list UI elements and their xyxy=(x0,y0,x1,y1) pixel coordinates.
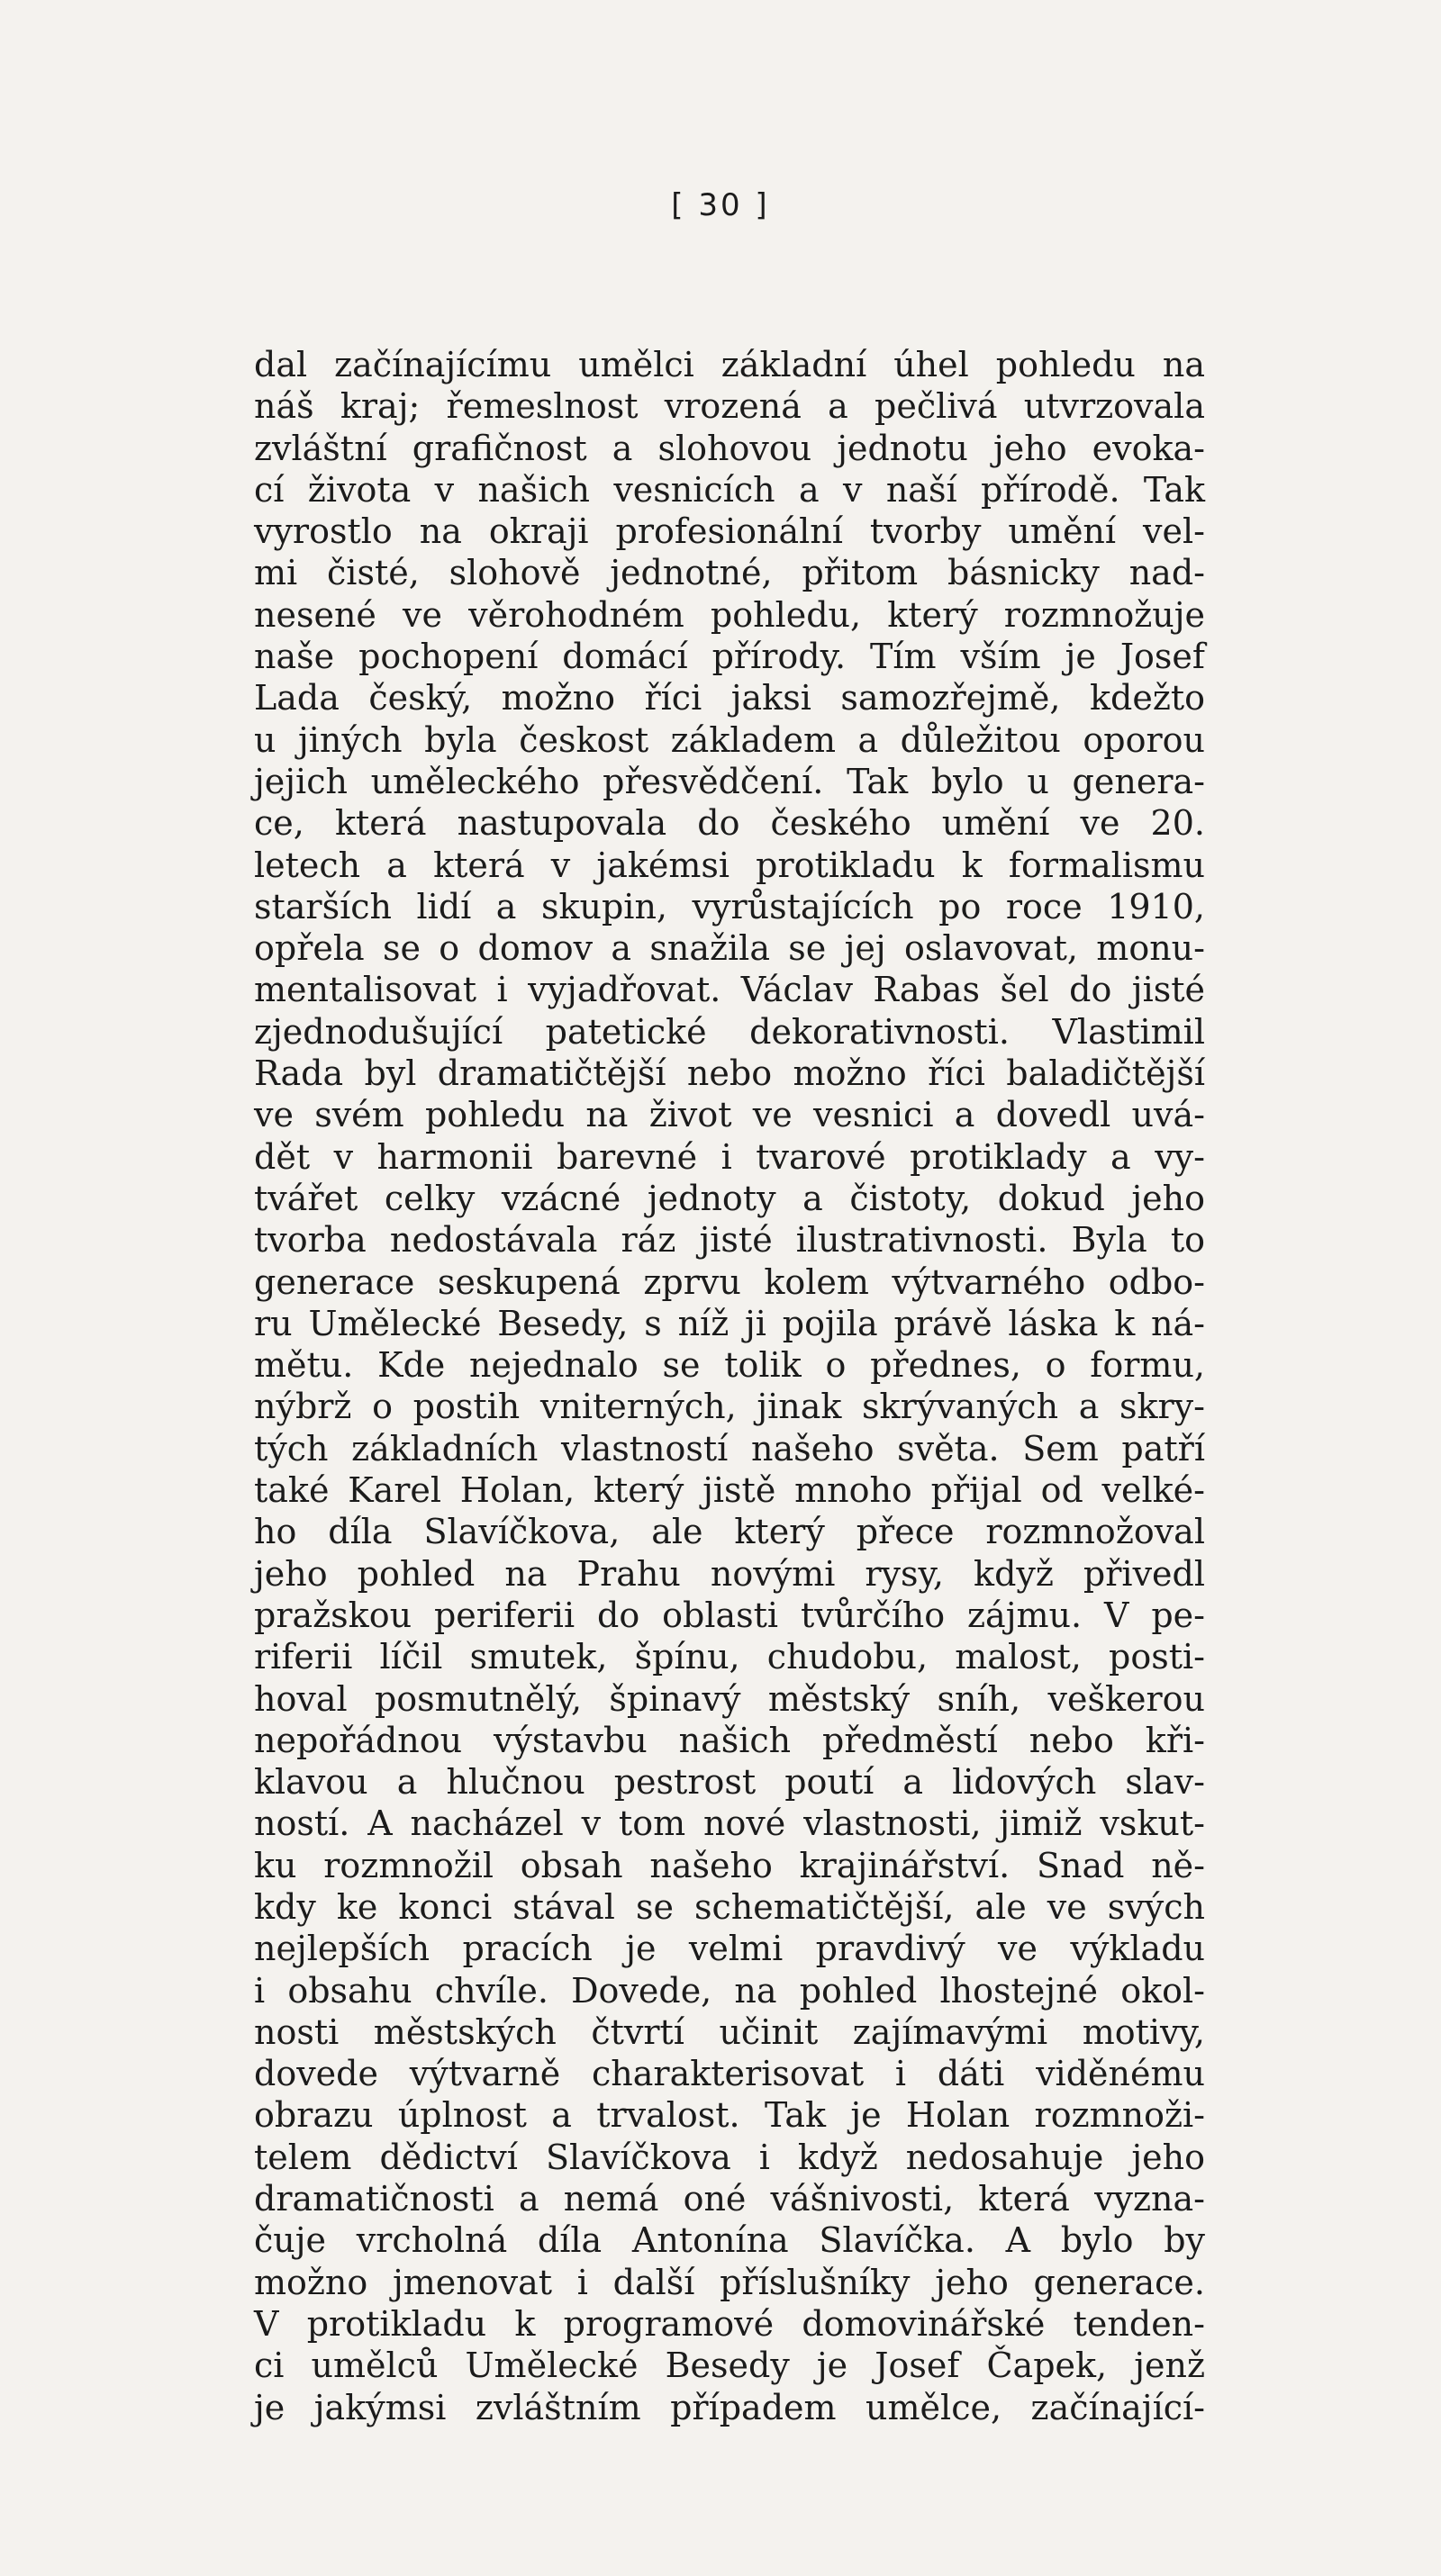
text-line: obrazu úplnost a trvalost. Tak je Holan rozmnoži- xyxy=(254,2095,1205,2136)
text-line: nosti městských čtvrtí učinit zajímavými motivy, xyxy=(254,2011,1205,2052)
text-line: možno jmenovat i další příslušníky jeho generace. xyxy=(254,2262,1205,2302)
text-line: jejich uměleckého přesvědčení. Tak bylo u genera- xyxy=(254,761,1205,801)
text-line: dramatičnosti a nemá oné vášnivosti, která vyzna- xyxy=(254,2179,1205,2219)
text-line: ce, která nastupovala do českého umění ve 20. xyxy=(254,803,1205,844)
text-line: vyrostlo na okraji profesionální tvorby umění vel- xyxy=(254,511,1205,552)
text-line: dal začínajícímu umělci základní úhel pohledu na xyxy=(254,345,1205,384)
text-line: tých základních vlastností našeho světa. Sem patří xyxy=(254,1428,1205,1469)
text-line: ku rozmnožil obsah našeho krajinářství. Snad ně- xyxy=(254,1845,1205,1885)
text-line: tvorba nedostávala ráz jisté ilustrativnosti. Byla to xyxy=(254,1220,1205,1261)
text-line: ho díla Slavíčkova, ale který přece rozmnožoval xyxy=(254,1512,1205,1552)
text-line: u jiných byla českost základem a důležitou oporou xyxy=(254,719,1205,760)
text-line: ve svém pohledu na život ve vesnici a dovedl uvá- xyxy=(254,1095,1205,1135)
text-line: Rada byl dramatičtější nebo možno říci baladičtější xyxy=(254,1053,1205,1094)
text-line: cí života v našich vesnicích a v naší přírodě. Tak xyxy=(254,469,1205,510)
text-line: naše pochopení domácí přírody. Tím vším je Josef xyxy=(254,637,1205,677)
text-line: Lada český, možno říci jaksi samozřejmě, kdežto xyxy=(254,678,1205,719)
text-line: letech a která v jakémsi protikladu k formalismu xyxy=(254,845,1205,885)
text-line: zjednodušující patetické dekorativnosti. Vlastimil xyxy=(254,1011,1205,1052)
text-line: i obsahu chvíle. Dovede, na pohled lhostejné okol- xyxy=(254,1970,1205,2011)
text-line: telem dědictví Slavíčkova i když nedosahuje jeho xyxy=(254,2137,1205,2177)
text-line: mentalisovat i vyjadřovat. Václav Rabas šel do jisté xyxy=(254,970,1205,1010)
text-line: čuje vrcholná díla Antonína Slavíčka. A bylo by xyxy=(254,2220,1205,2261)
text-line: dět v harmonii barevné i tvarové protiklady a vy- xyxy=(254,1136,1205,1177)
page-number: [ 30 ] xyxy=(671,187,770,223)
text-line: tvářet celky vzácné jednoty a čistoty, dokud jeho xyxy=(254,1178,1205,1218)
text-line: nesené ve věrohodném pohledu, který rozmnožuje xyxy=(254,594,1205,635)
text-line: je jakýmsi zvláštním případem umělce, začínající- xyxy=(254,2387,1205,2427)
text-line: také Karel Holan, který jistě mnoho přijal od velké- xyxy=(254,1470,1205,1511)
text-line: nepořádnou výstavbu našich předměstí nebo kři- xyxy=(254,1720,1205,1760)
text-line: opřela se o domov a snažila se jej oslavovat, monu- xyxy=(254,928,1205,969)
text-line: nejlepších pracích je velmi pravdivý ve výkladu xyxy=(254,1929,1205,1969)
text-line: starších lidí a skupin, vyrůstajících po roce 1910, xyxy=(254,886,1205,926)
text-line: ru Umělecké Besedy, s níž ji pojila právě láska k ná- xyxy=(254,1303,1205,1343)
text-line: generace seskupená zprvu kolem výtvarného odbo- xyxy=(254,1261,1205,1302)
text-line: nýbrž o postih vniterných, jinak skrývaných a skry- xyxy=(254,1387,1205,1427)
text-line: kdy ke konci stával se schematičtější, ale ve svých xyxy=(254,1886,1205,1927)
text-line: V protikladu k programové domovinářské tenden- xyxy=(254,2303,1205,2344)
text-line: zvláštní grafičnost a slohovou jednotu jeho evoka- xyxy=(254,428,1205,468)
body-text xyxy=(254,344,1205,2428)
text-line: mětu. Kde nejednalo se tolik o přednes, o formu, xyxy=(254,1345,1205,1386)
text-line: jeho pohled na Prahu novými rysy, když přivedl xyxy=(254,1553,1205,1594)
text-line: hoval posmutnělý, špinavý městský sníh, veškerou xyxy=(254,1678,1205,1719)
text-line: mi čisté, slohově jednotné, přitom básnicky nad- xyxy=(254,553,1205,593)
text-line: klavou a hlučnou pestrost poutí a lidových slav- xyxy=(254,1762,1205,1803)
text-line: ci umělců Umělecké Besedy je Josef Čapek, jenž xyxy=(254,2346,1205,2386)
text-line: dovede výtvarně charakterisovat i dáti viděnému xyxy=(254,2054,1205,2094)
text-line: náš kraj; řemeslnost vrozená a pečlivá utvrzovala xyxy=(254,386,1205,427)
text-line: ností. A nacházel v tom nové vlastnosti, jimiž vskut- xyxy=(254,1803,1205,1844)
text-line: pražskou periferii do oblasti tvůrčího zájmu. V pe- xyxy=(254,1595,1205,1635)
text-line: riferii líčil smutek, špínu, chudobu, malost, posti- xyxy=(254,1637,1205,1677)
